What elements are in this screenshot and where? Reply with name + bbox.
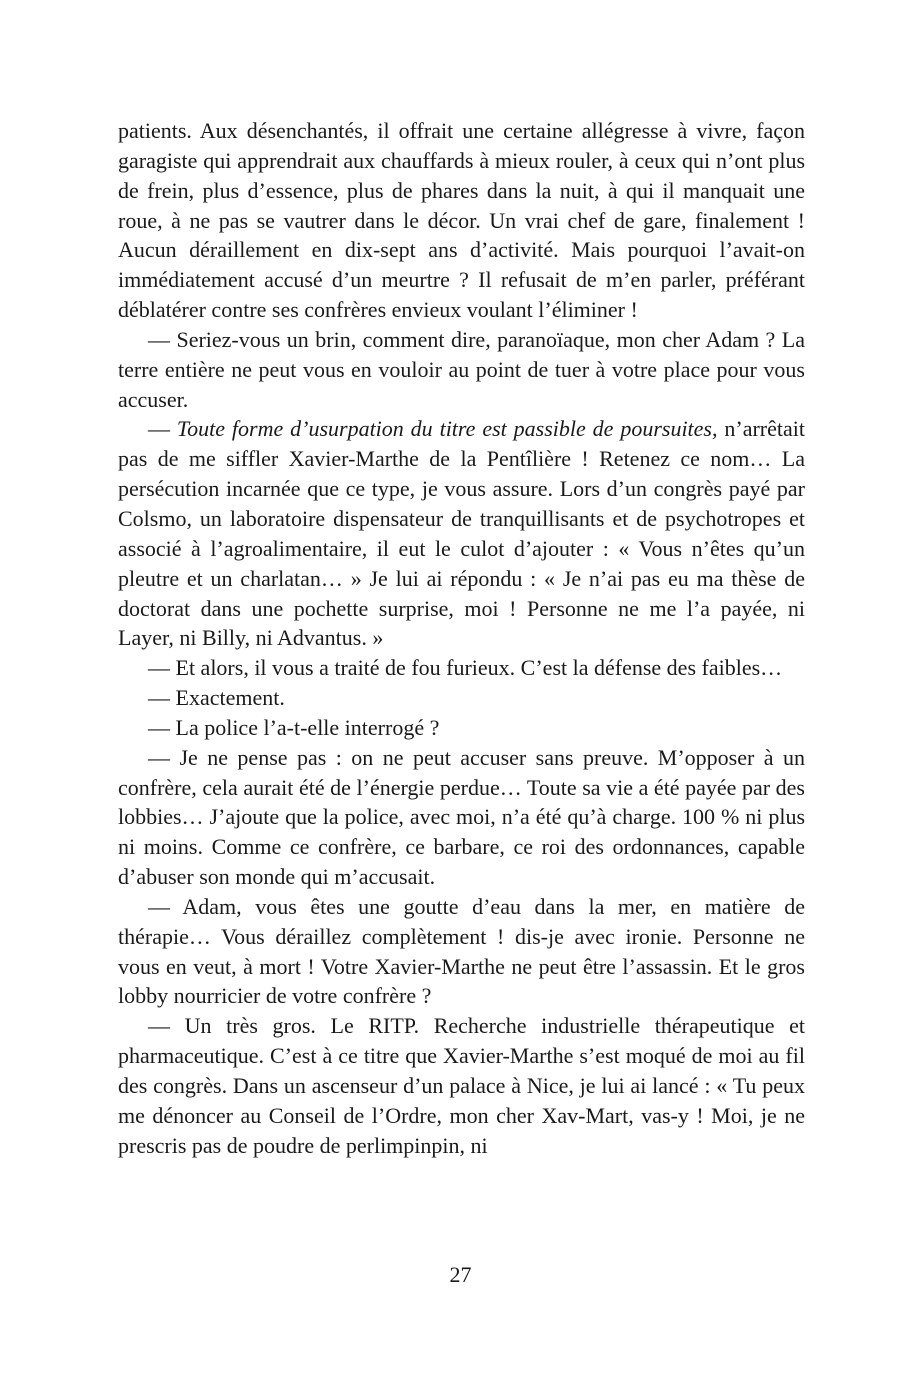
paragraph: patients. Aux désenchantés, il offrait une certaine allégresse à vivre, façon garagiste qui apprendrait aux chauffards à mieux rouler, à ceux qui n’ont plus de frein, plus d’essence, plus de phares dans la nuit, à qui il manquait une roue, à ne pas se vautrer dans le décor. Un vrai chef de gare, finalement ! Aucun déraillement en dix-sept ans d’activité. Mais pourquoi l’avait-on immédiatement accusé d’un meurtre ? Il refusait de m’en parler, préférant déblatérer contre ses confrères envieux voulant l’éliminer ! (118, 118, 805, 323)
italic-quote: Toute forme d’usurpation du titre est passible de poursuites, (176, 416, 718, 442)
dialogue-dash: — (148, 416, 177, 442)
paragraph: — La police l’a-t-elle interrogé ? (148, 714, 440, 740)
paragraph: — Et alors, il vous a traité de fou furieux. C’est la défense des faibles… (148, 655, 783, 681)
paragraph-text: n’arrêtait pas de me siffler Xavier-Marthe de la Pentîlière ! Retenez ce nom… La persécution incarnée que ce type, je vous assure. Lors d’un congrès payé par Colsmo, un laboratoire dispensateur de tranquillisants et de psychotropes et associé à l’agroalimentaire, il eut le culot d’ajouter : « Vous n’êtes qu’un pleutre et un charlatan… » Je lui ai répondu : « Je n’ai pas eu ma thèse de doctorat dans une pochette surprise, moi ! Personne ne me l’a payée, ni Layer, ni Billy, ni Advantus. » (118, 416, 806, 651)
page-body (118, 116, 805, 1161)
paragraph: — Adam, vous êtes une goutte d’eau dans la mer, en matière de thérapie… Vous déraillez complètement ! dis-je avec ironie. Personne ne vous en veut, à mort ! Votre Xavier-Marthe ne peut être l’assassin. Et le gros lobby nourricier de votre confrère ? (118, 893, 805, 1009)
paragraph (118, 414, 805, 653)
paragraph: — Seriez-vous un brin, comment dire, paranoïaque, mon cher Adam ? La terre entière ne peut vous en vouloir au point de tuer à votre place pour vous accuser. (118, 326, 805, 412)
page-number: 27 (449, 1262, 472, 1287)
paragraph: — Je ne pense pas : on ne peut accuser sans preuve. M’opposer à un confrère, cela aurait été de l’énergie perdue… Toute sa vie a été payée par des lobbies… J’ajoute que la police, avec moi, n’a été qu’à charge. 100 % ni plus ni moins. Comme ce confrère, ce barbare, ce roi des ordonnances, capable d’abuser son monde qui m’accusait. (118, 744, 805, 890)
paragraph: — Exactement. (148, 685, 285, 711)
paragraph: — Un très gros. Le RITP. Recherche industrielle thérapeutique et pharmaceutique. C’est à ce titre que Xavier-Marthe s’est moqué de moi au fil des congrès. Dans un ascenseur d’un palace à Nice, je lui ai lancé : « Tu peux me dénoncer au Conseil de l’Ordre, mon cher Xav-Mart, vas-y ! Moi, je ne prescris pas de poudre de perlimpinpin, ni (118, 1013, 805, 1158)
